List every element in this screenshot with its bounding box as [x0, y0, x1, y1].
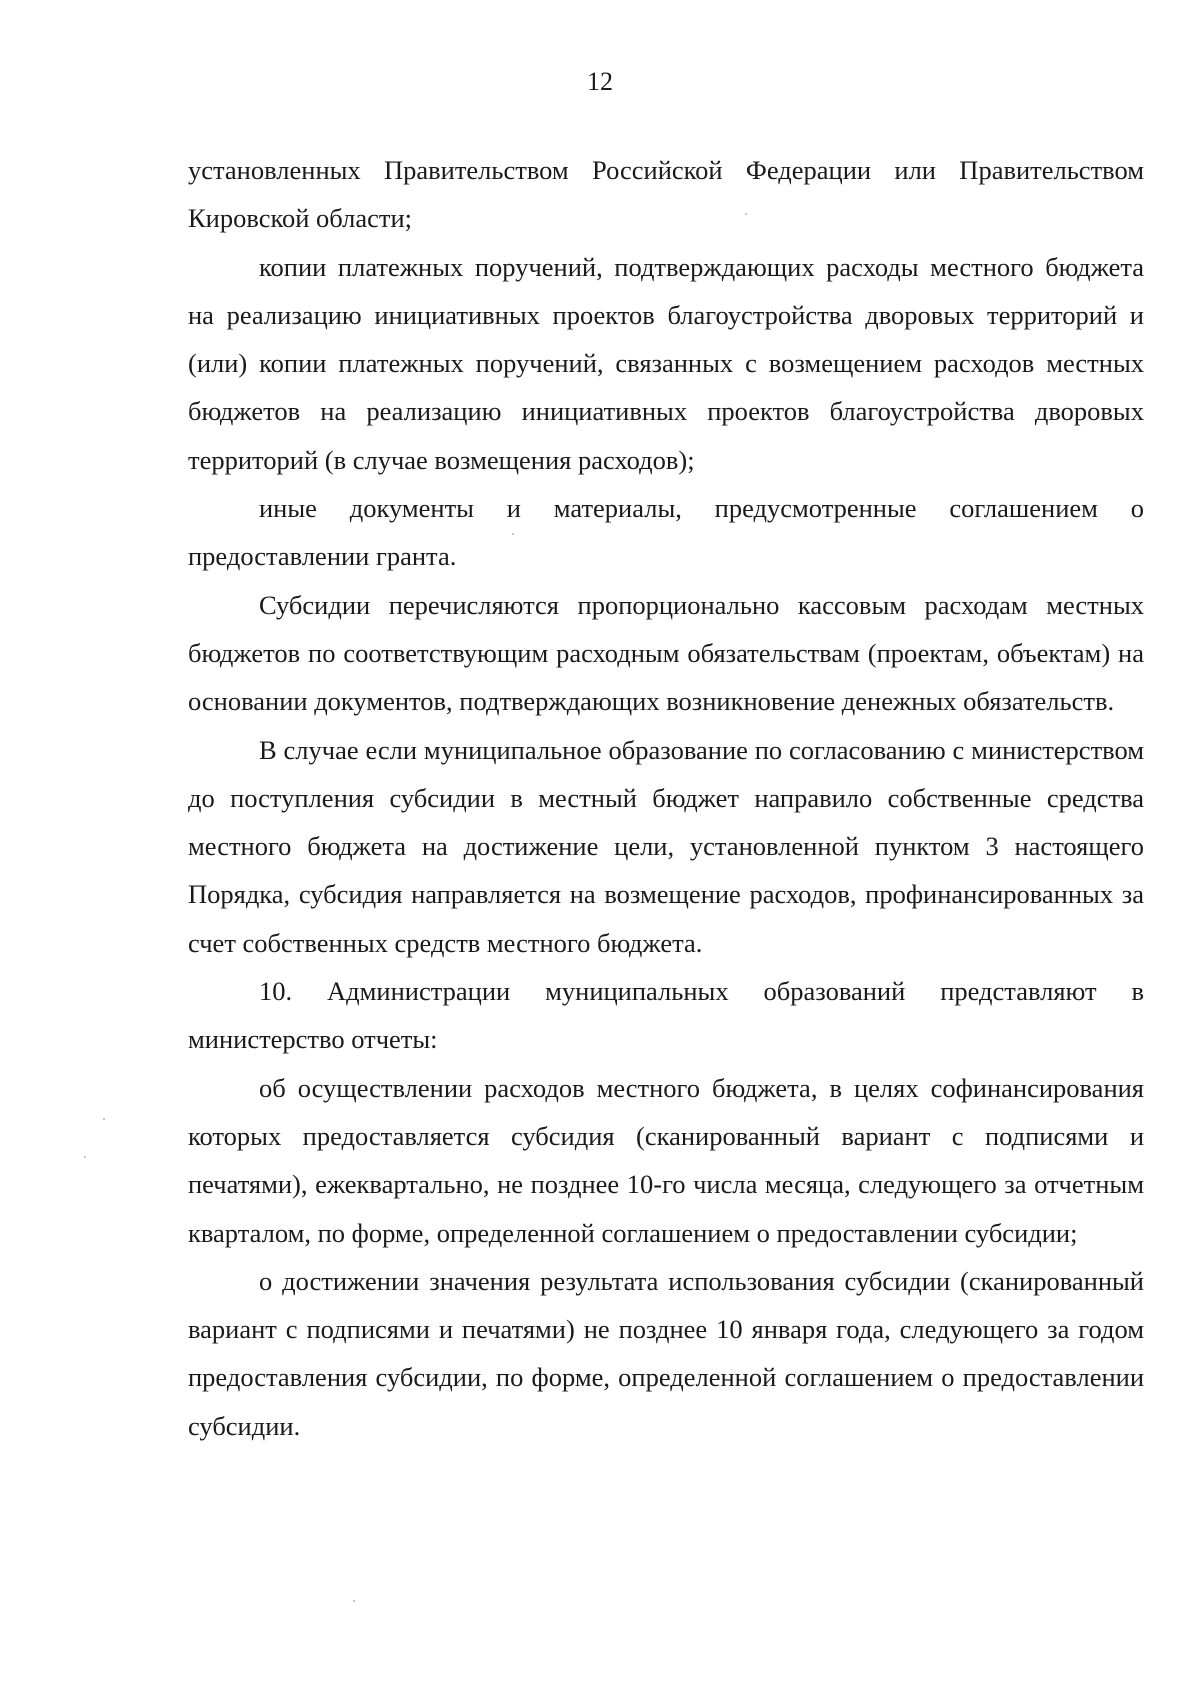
- page-number: 12: [587, 67, 613, 96]
- paragraph-expense-report: об осуществлении расходов местного бюджета, в целях софинансирования которых предоставляется субсидия (сканированный вариант с подписями и печатями), ежеквартально, не позднее 10-го числа месяца, следующего за отчетным кварталом, по форме, определенной соглашением о предоставлении субсидии;: [188, 1072, 1144, 1248]
- paragraph-reimbursement: В случае если муниципальное образование по согласованию с министерством до поступления субсидии в местный бюджет направило собственные средства местного бюджета на достижение цели, установленной пунктом 3 настоящего Порядка, субсидия направляется на возмещение расходов, профинансированных за счет собственных средств местного бюджета.: [188, 734, 1144, 958]
- paragraph-result-report: о достижении значения результата использования субсидии (сканированный вариант с подписями и печатями) не позднее 10 января года, следующего за годом предоставления субсидии, по форме, определенной соглашением о предоставлении субсидии.: [188, 1265, 1144, 1441]
- scan-artifact: [103, 1118, 105, 1120]
- paragraph-item-10: 10. Администрации муниципальных образований представляют в министерство отчеты:: [188, 976, 1144, 1055]
- paragraph-continuation: установленных Правительством Российской Федерации или Правительством Кировской области;: [188, 155, 1144, 234]
- scan-artifact: [84, 1156, 86, 1158]
- scan-artifact: [745, 213, 747, 215]
- document-body: [188, 146, 1144, 1450]
- scan-artifact: [353, 1600, 355, 1602]
- paragraph-payment-copies: копии платежных поручений, подтверждающих расходы местного бюджета на реализацию инициативных проектов благоустройства дворовых территорий и (или) копии платежных поручений, связанных с возмещением расходов местных бюджетов на реализацию инициативных проектов благоустройства дворовых территорий (в случае возмещения расходов);: [188, 251, 1144, 475]
- paragraph-subsidy-transfer: Субсидии перечисляются пропорционально кассовым расходам местных бюджетов по соответствующим расходным обязательствам (проектам, объектам) на основании документов, подтверждающих возникновение денежных обязательств.: [188, 589, 1144, 717]
- paragraph-other-documents: иные документы и материалы, предусмотренные соглашением о предоставлении гранта.: [188, 493, 1144, 572]
- scan-artifact: [512, 533, 514, 535]
